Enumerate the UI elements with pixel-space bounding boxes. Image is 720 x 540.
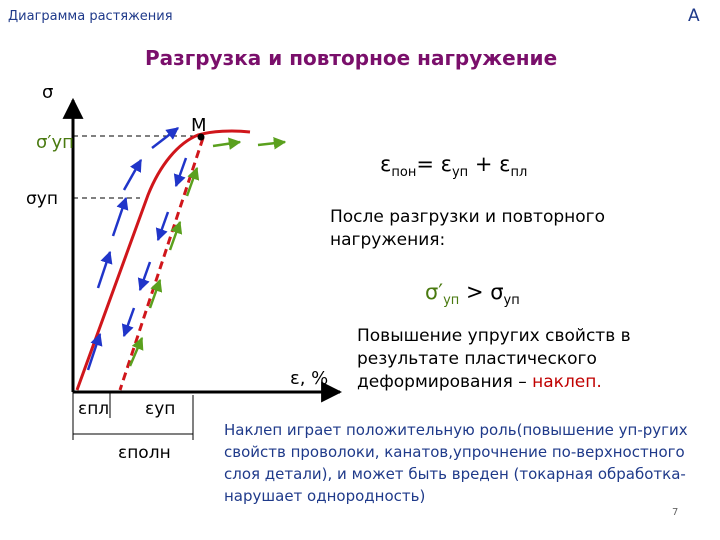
improvement-body: Повышение упругих свойств в результате пластического деформирования – xyxy=(357,326,631,392)
load-arrow xyxy=(98,252,110,288)
formula-lhs-sub: пон xyxy=(391,165,417,181)
slide-title: Разгрузка и повторное нагружение xyxy=(145,46,558,70)
reload-arrow xyxy=(258,142,285,145)
sigma-prime-up-label xyxy=(36,132,74,153)
stress-comparison xyxy=(425,280,520,308)
point-m-label: M xyxy=(191,115,207,136)
formula-mid-sub: уп xyxy=(451,165,469,181)
page-number: 7 xyxy=(672,507,679,518)
load-arrow xyxy=(152,128,178,148)
work-hardening-term: наклеп. xyxy=(532,372,602,392)
formula-rhs-sub: пл xyxy=(510,165,528,181)
strain-formula xyxy=(380,152,527,180)
sigma-prime-up-text: σ′уп xyxy=(36,132,74,153)
compare-right-sub: уп xyxy=(503,293,520,309)
compare-op: > σ xyxy=(459,280,504,304)
reload-arrow xyxy=(213,142,240,146)
unload-arrow xyxy=(158,212,168,240)
sigma-up-label: σуп xyxy=(26,189,58,209)
reload-arrow xyxy=(150,280,160,308)
load-arrow xyxy=(124,160,141,190)
formula-plus: + ε xyxy=(468,152,511,176)
compare-left-sub: уп xyxy=(443,293,460,309)
work-hardening-note: Наклеп играет положительную роль(повышение уп-ругих свойств проволоки, канатов,упрочнение по-верхностного слоя детали), и может быть вреден (токарная обработка-нарушает однородность) xyxy=(224,421,688,505)
formula-lhs: ε xyxy=(380,152,392,176)
header-right-text: А xyxy=(688,6,700,26)
eps-up-label: εуп xyxy=(145,399,176,419)
header-left-text: Диаграмма растяжения xyxy=(8,9,173,24)
formula-eq: = ε xyxy=(416,152,452,176)
load-arrow xyxy=(113,198,126,236)
after-unloading-text: После разгрузки и повторного нагружения: xyxy=(330,207,605,250)
eps-poln-label: εполн xyxy=(118,443,171,463)
compare-left: σ′ xyxy=(425,280,444,304)
y-axis-label: σ xyxy=(42,82,54,103)
eps-pl-label: εпл xyxy=(78,399,110,419)
improvement-text xyxy=(357,325,677,394)
unload-arrow xyxy=(176,158,186,186)
unload-arrow xyxy=(124,308,134,336)
loading-curve xyxy=(77,131,250,390)
x-axis-label: ε, % xyxy=(290,368,329,389)
unload-arrow xyxy=(140,262,150,290)
